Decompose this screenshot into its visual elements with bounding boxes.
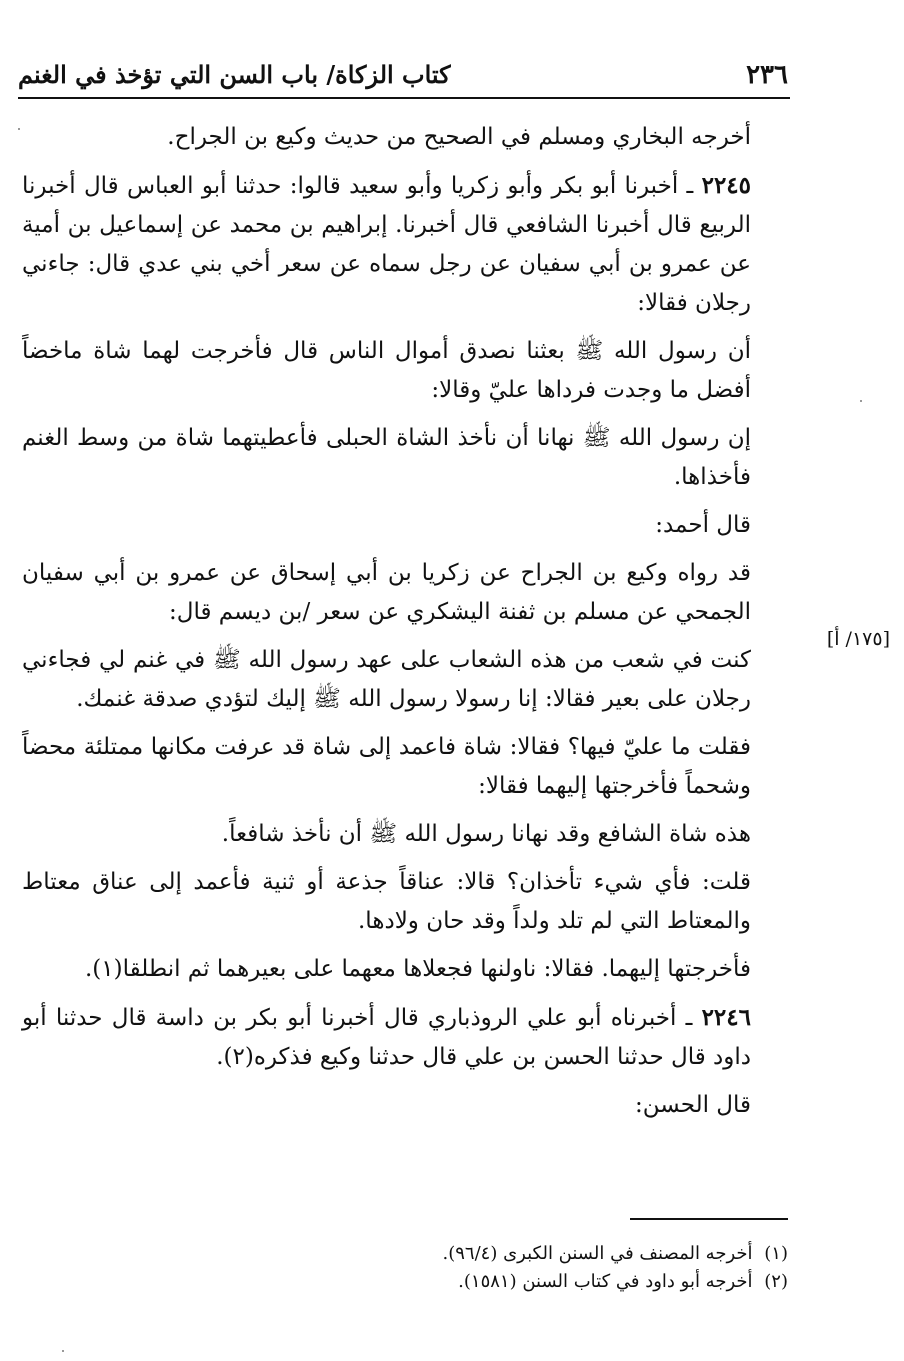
paragraph-8	[22, 728, 787, 806]
scan-speck	[860, 400, 862, 402]
paragraph-3	[22, 332, 787, 410]
main-text	[22, 118, 787, 1134]
paragraph-text: إن رسول الله ﷺ نهانا أن نأخذ الشاة الحبلى فأعطيتهما شاة من وسط الغنم فأخذاها.	[22, 425, 751, 490]
hadith-2246	[22, 998, 787, 1077]
paragraph-text: أن رسول الله ﷺ بعثنا نصدق أموال الناس قال فأخرجت لهما شاة ماخضاً أفضل ما وجدت فرداها عليّ وقالا:	[22, 338, 751, 403]
paragraph-10	[22, 863, 787, 941]
footnote-text: أخرجه أبو داود في كتاب السنن (١٥٨١).	[458, 1271, 753, 1292]
paragraph-text: قلت: فأي شيء تأخذان؟ قالا: عناقاً جذعة أو ثنية فأعمد إلى عناق معتاط والمعتاط التي لم تلد ولداً وقد حان ولادها.	[22, 869, 751, 934]
footnote-2	[300, 1268, 788, 1296]
running-title: كتاب الزكاة/ باب السن التي تؤخذ في الغنم	[18, 60, 451, 89]
paragraph-text: ـ أخبرنا أبو بكر وأبو زكريا وأبو سعيد قالوا: حدثنا أبو العباس قال أخبرنا الربيع قال أخبرنا الشافعي قال أخبرنا. إبراهيم بن محمد عن إسماعيل بن أمية عن عمرو بن أبي سفيان عن رجل سماه عن سعر أخي بني عدي قال: جاءني رجلان فقالا:	[22, 173, 751, 316]
scan-speck	[18, 128, 20, 130]
header-divider	[18, 97, 790, 99]
footnote-number: (٢)	[764, 1271, 788, 1292]
hadith-number: ٢٢٤٥	[701, 172, 752, 199]
paragraph-6	[22, 554, 787, 632]
hadith-number: ٢٢٤٦	[701, 1004, 751, 1031]
page-header	[18, 52, 788, 96]
footnotes	[300, 1240, 788, 1296]
manuscript-folio-marker: [١٧٥/ أ]	[826, 628, 890, 650]
paragraph-text: ـ أخبرناه أبو علي الروذباري قال أخبرنا أبو بكر بن داسة قال حدثنا أبو داود قال حدثنا الحسن بن علي قال حدثنا وكيع فذكره(٢).	[22, 1005, 751, 1070]
scan-speck	[62, 1350, 64, 1352]
paragraph-4	[22, 419, 787, 497]
paragraph-text: هذه شاة الشافع وقد نهانا رسول الله ﷺ أن نأخذ شافعاً.	[221, 821, 751, 847]
paragraph-11	[22, 950, 787, 989]
paragraph-1	[22, 118, 787, 157]
paragraph-5	[22, 506, 787, 545]
page-number: ٢٣٦	[746, 60, 788, 90]
footnote-text: أخرجه المصنف في السنن الكبرى (٩٦/٤).	[442, 1243, 753, 1264]
paragraph-text: فقلت ما عليّ فيها؟ فقالا: شاة فاعمد إلى شاة قد عرفت مكانها ممتلئة محضاً وشحماً فأخرجتها إليهما فقالا:	[22, 734, 751, 799]
paragraph-7	[22, 641, 787, 719]
paragraph-text: قال الحسن:	[634, 1092, 751, 1118]
paragraph-9	[22, 815, 787, 854]
footnote-1	[300, 1240, 788, 1268]
paragraph-text: فأخرجتها إليهما. فقالا: ناولنها فجعلاها معهما على بعيرهما ثم انطلقا(١).	[84, 956, 751, 982]
footnote-divider	[630, 1218, 788, 1220]
footnote-number: (١)	[764, 1243, 788, 1264]
hadith-2245	[22, 166, 787, 323]
paragraph-text: أخرجه البخاري ومسلم في الصحيح من حديث وكيع بن الجراح.	[167, 124, 751, 150]
paragraph-text: قال أحمد:	[655, 512, 751, 538]
paragraph-13	[22, 1086, 787, 1125]
paragraph-text: قد رواه وكيع بن الجراح عن زكريا بن أبي إسحاق عن عمرو بن أبي سفيان الجمحي عن مسلم بن ثفنة اليشكري عن سعر /بن ديسم قال:	[22, 560, 751, 625]
paragraph-text: كنت في شعب من هذه الشعاب على عهد رسول الله ﷺ في غنم لي فجاءني رجلان على بعير فقالا: إنا رسولا رسول الله ﷺ إليك لتؤدي صدقة غنمك.	[22, 647, 751, 712]
